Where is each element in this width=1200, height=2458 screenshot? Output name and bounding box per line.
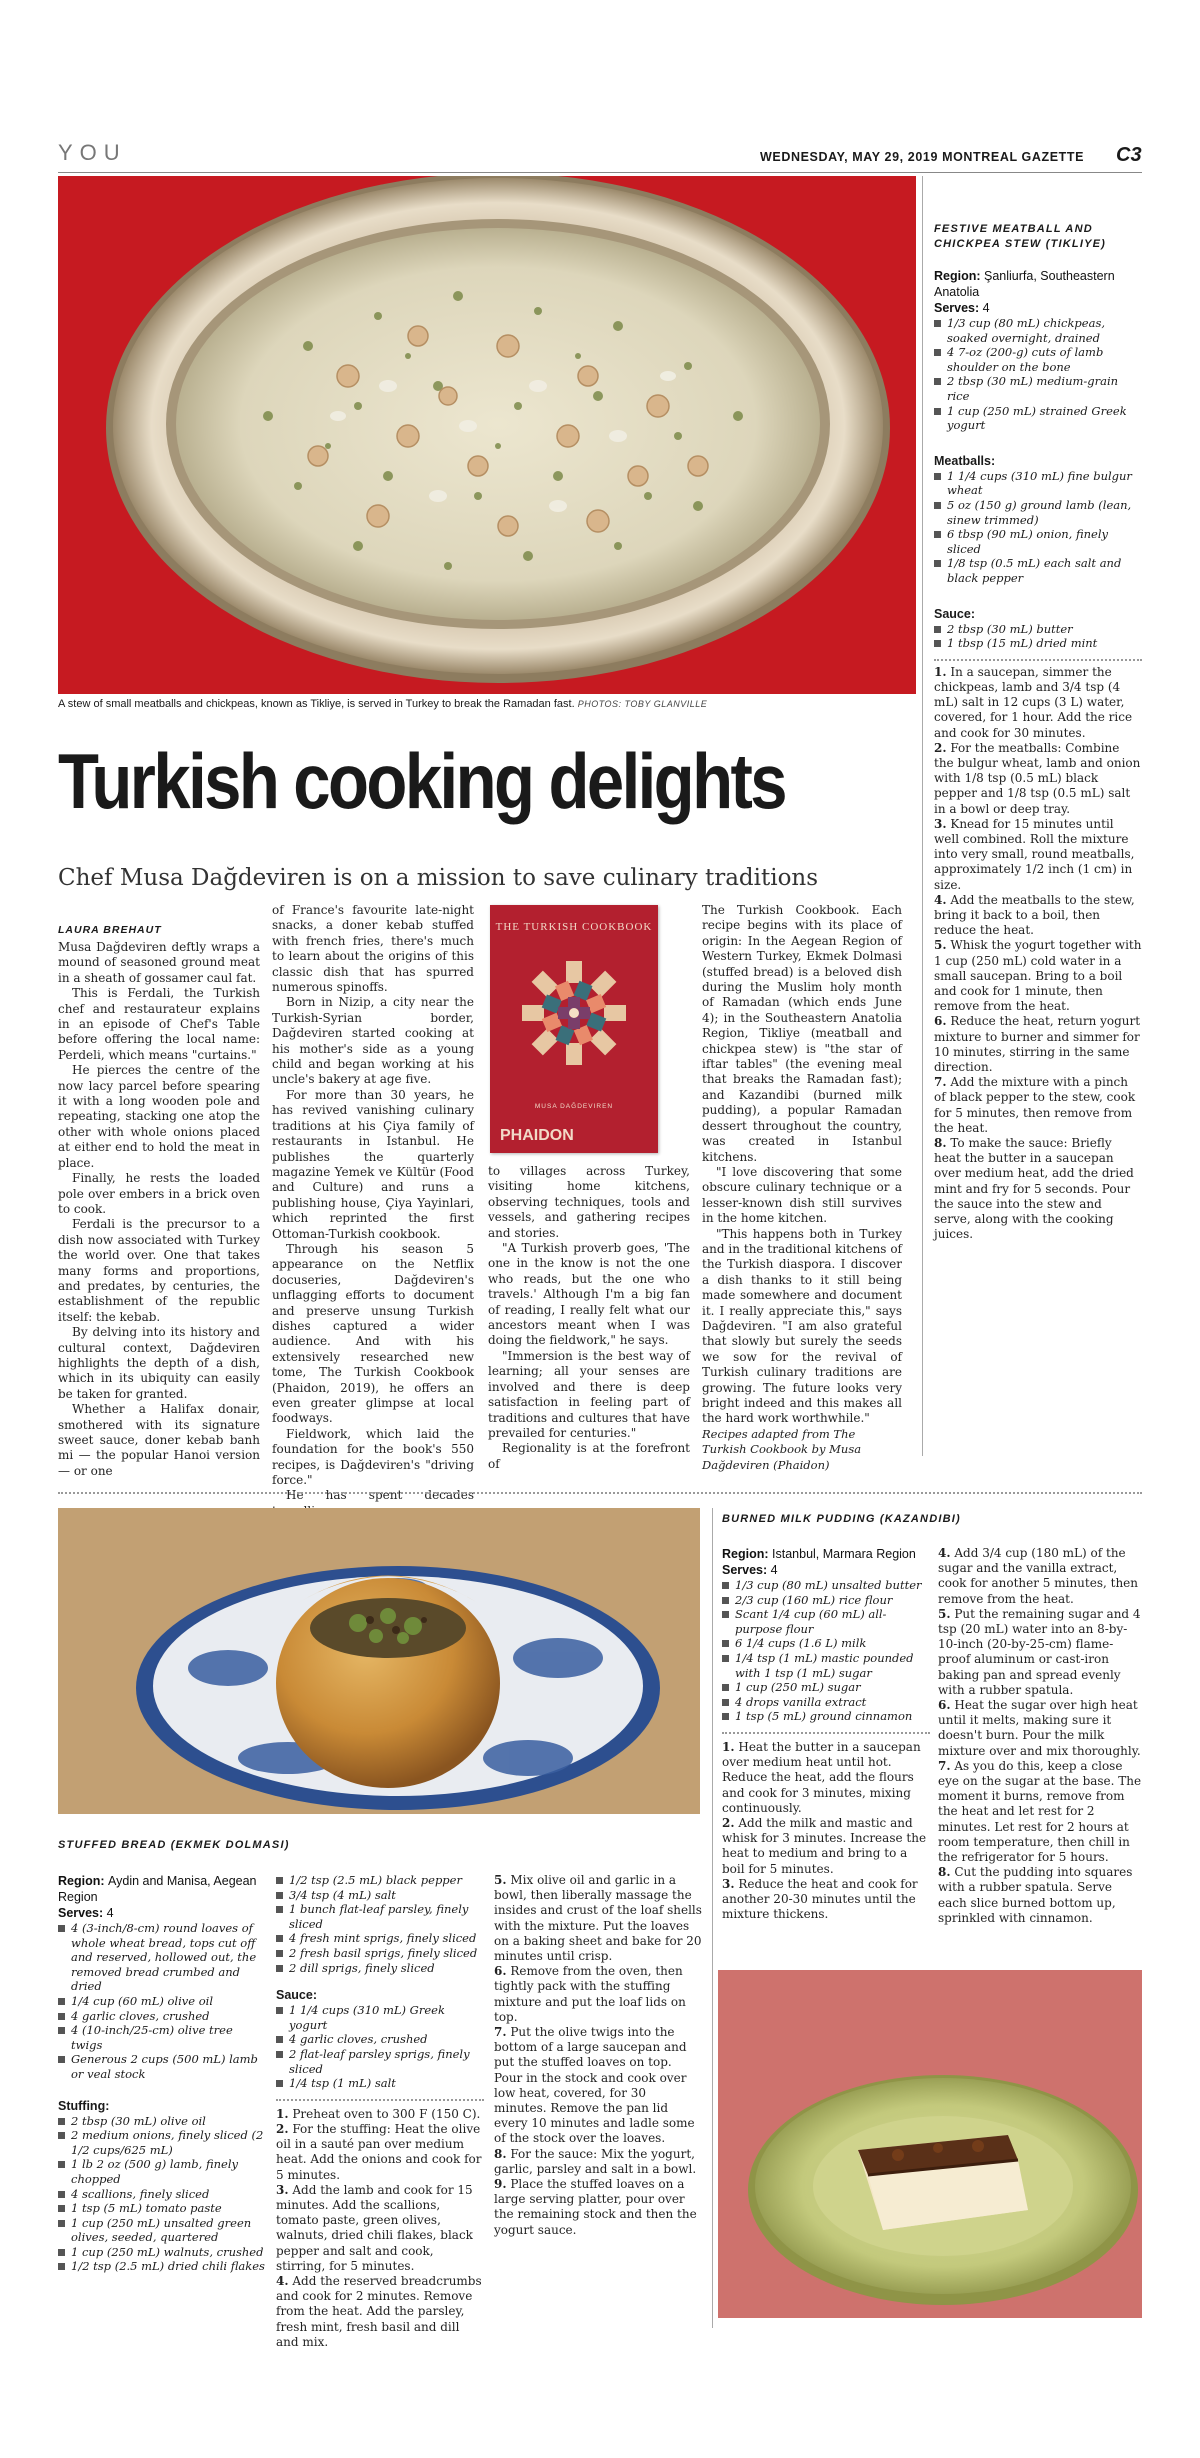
stuffing-label: Stuffing: <box>58 2098 110 2113</box>
header-rule <box>58 172 1142 173</box>
ingredient: 4 7-oz (200-g) cuts of lamb shoulder on the bone <box>934 345 1142 374</box>
ingredient: 2 medium onions, finely sliced (2 1/2 cups/625 mL) <box>58 2128 266 2157</box>
recipe-step: 4. Add the reserved breadcrumbs and cook for 2 minutes. Remove from the heat. Add the parsley, fresh mint, fresh basil and dill and mix. <box>276 2273 482 2349</box>
ingredient: 1 cup (250 mL) walnuts, crushed <box>58 2245 266 2260</box>
caption-text: A stew of small meatballs and chickpeas, known as Tikliye, is served in Turkey to break the Ramadan fast. <box>58 698 575 710</box>
paragraph: The Turkish Cookbook. Each recipe begins with its place of origin: In the Aegean Region of Western Turkey, Ekmek Dolmasi (stuffed bread) is a beloved dish during the Muslim holy month of Ramadan (which ends June 4); in the Southeastern Anatolia Region, Tikliye (meatball and chickpea stew) is "the star of iftar tables" (the evening meal that breaks the Ramadan fast); and Kazandibi (burned milk pudding), a popular Ramadan dessert throughout the country, was created in Istanbul kitchens. <box>702 903 902 1164</box>
paragraph: of France's favourite late-night snacks, a doner kebab stuffed with french fries, there's much to learn about the origins of this classic dish that has spurred numerous spinoffs. <box>272 903 474 995</box>
recipe-step: 3. Add the lamb and cook for 15 minutes. Add the scallions, tomato paste, green olives, walnuts, dried chili flakes, black pepper and salt and cook, stirring, for 5 minutes. <box>276 2182 473 2273</box>
ingredient: 1 1/4 cups (310 mL) Greek yogurt <box>276 2003 484 2032</box>
recipe-region: Region: Şanliurfa, Southeastern Anatolia <box>934 269 1115 299</box>
section-divider <box>58 1492 1142 1494</box>
ingredient: 2 flat-leaf parsley sprigs, finely sliced <box>276 2047 484 2076</box>
recipe-step: 5. Whisk the yogurt together with 1 cup (250 mL) cold water in a small saucepan. Bring to a boil and cook for 1 minute, then remove from the heat. <box>934 938 1142 1014</box>
stuffed-bread-photo <box>58 1508 700 1814</box>
paragraph: This is Ferdali, the Turkish chef and restaurateur explains in an episode of Chef's Table before offering the local name: Perdeli, which means "curtains." <box>58 986 260 1062</box>
recipe-step: 5. Put the remaining sugar and 4 tsp (20 mL) water into an 8-by-10-inch (20-by-25-cm) flame-proof aluminum or cast-iron baking pan and spread evenly with a rubber spatula. <box>938 1606 1141 1697</box>
ingredient: 1 1/4 cups (310 mL) fine bulgur wheat <box>934 469 1142 498</box>
paragraph: to villages across Turkey, visiting home kitchens, observing techniques, tools and vessels, and gathering recipes and stories. <box>488 1164 690 1240</box>
paragraph: "I love discovering that some obscure culinary technique or a lesser-known dish still survives in the home kitchen. <box>702 1164 902 1226</box>
ingredient-list <box>934 316 1142 433</box>
recipe-pudding-col-2 <box>938 1546 1142 1926</box>
dateline: WEDNESDAY, MAY 29, 2019 MONTREAL GAZETTE <box>760 150 1085 164</box>
recipe-steps <box>934 665 1142 1243</box>
ingredient: 1 bunch flat-leaf parsley, finely sliced <box>276 1902 484 1931</box>
ingredient: 3/4 tsp (4 mL) salt <box>276 1888 484 1903</box>
paragraph: For more than 30 years, he has revived vanishing culinary traditions at his Çiya family of restaurants in Istanbul. He publishes the quarterly magazine Yemek ve Kültür (Food and Culture) and runs a publishing house, Çiya Yayinlari, which reprinted the first Ottoman-Turkish cookbook. <box>272 1087 474 1241</box>
ingredient: 1 cup (250 mL) sugar <box>722 1680 930 1695</box>
recipe-region: Region: Aydin and Manisa, Aegean Region <box>58 1874 257 1904</box>
paragraph: He pierces the centre of the now lacy parcel before spearing it with a long wooden pole and repeating, stacking one atop the other with whole onions placed at either end to hold the meat in place. <box>58 1063 260 1170</box>
column-rule <box>922 176 923 1456</box>
recipe-step: 8. To make the sauce: Briefly heat the butter in a saucepan over medium heat, add the dried mint and fry for 5 seconds. Pour the sauce into the stew and serve, along with the cooking juices. <box>934 1135 1134 1242</box>
recipe-step: 7. Put the olive twigs into the bottom of a large saucepan and put the stuffed loaves on top. Pour in the stock and cook over low heat, covered, for 30 minutes. Remove the pan lid every 10 minutes and ladle some of the stock over the loaves. <box>494 2025 695 2146</box>
deck: Chef Musa Dağdeviren is on a mission to save culinary traditions <box>58 865 819 891</box>
section-name: YOU <box>58 140 127 165</box>
ingredient: 1/4 tsp (1 mL) mastic pounded with 1 tsp (1 mL) sugar <box>722 1651 930 1680</box>
ingredient: 1 cup (250 mL) strained Greek yogurt <box>934 404 1142 433</box>
ingredient: 5 oz (150 g) ground lamb (lean, sinew trimmed) <box>934 498 1142 527</box>
paragraph: "Immersion is the best way of learning; all your senses are involved and there is deep satisfaction in feeling part of traditions and cultures that have prevailed for centuries." <box>488 1348 690 1440</box>
ingredient: 1 lb 2 oz (500 g) lamb, finely chopped <box>58 2157 266 2186</box>
paragraph: Musa Dağdeviren deftly wraps a mound of seasoned ground meat in a sheath of gossamer caul fat. <box>58 940 260 985</box>
paragraph: Whether a Halifax donair, smothered with its signature sweet sauce, doner kebab banh mi — the popular Hanoi version — or one <box>58 1402 260 1478</box>
recipe-serves: Serves: 4 <box>58 1906 114 1920</box>
book-publisher: PHAIDON <box>500 1127 574 1144</box>
meatball-ingredient-list <box>934 469 1142 586</box>
article-col-2 <box>272 903 474 1519</box>
article-col-3 <box>488 1164 690 1472</box>
paragraph: Fieldwork, which laid the foundation for the book's 550 recipes, is Dağdeviren's "driving force." <box>272 1426 474 1488</box>
recipe-step: 8. For the sauce: Mix the yogurt, garlic, parsley and salt in a bowl. <box>494 2146 697 2176</box>
recipe-title: FESTIVE MEATBALL AND CHICKPEA STEW (TIKLIYE) <box>934 223 1107 250</box>
recipe-bread-col-1 <box>58 1873 266 2274</box>
recipe-divider <box>276 2099 484 2101</box>
ingredient: 6 tbsp (90 mL) onion, finely sliced <box>934 527 1142 556</box>
recipe-step: 6. Heat the sugar over high heat until it melts, making sure it doesn't burn. Pour the milk mixture over and mix thoroughly. <box>938 1698 1141 1758</box>
ingredient-list <box>58 1921 266 2082</box>
recipe-title: STUFFED BREAD (EKMEK DOLMASI) <box>58 1839 290 1851</box>
ingredient: 1/8 tsp (0.5 mL) each salt and black pepper <box>934 556 1142 585</box>
sauce-label: Sauce: <box>934 606 975 621</box>
ingredient: Scant 1/4 cup (60 mL) all-purpose flour <box>722 1607 930 1636</box>
recipe-step: 1. In a saucepan, simmer the chickpeas, lamb and 3/4 tsp (4 mL) salt in 12 cups (3 L) water, covered, for 1 hour. Add the rice and cook for 30 minutes. <box>934 664 1133 740</box>
recipe-step: 4. Add the meatballs to the stew, bring it back to a boil, then reduce the heat. <box>934 892 1135 938</box>
stuffing-ingredient-list <box>58 2114 266 2275</box>
recipe-credit-note: Recipes adapted from The Turkish Cookbook by Musa Dağdeviren (Phaidon) <box>702 1426 862 1472</box>
paragraph: Ferdali is the precursor to a dish now associated with Turkey the world over. One that takes many forms and proportions, and predates, by centuries, the establishment of the republic itself: the kebab. <box>58 1217 260 1324</box>
recipe-region: Region: Istanbul, Marmara Region <box>722 1547 916 1561</box>
paragraph: By delving into its history and cultural context, Dağdeviren highlights the depth of a dish, which in its ubiquity can easily be taken for granted. <box>58 1325 260 1401</box>
recipe-serves: Serves: 4 <box>934 301 990 315</box>
recipe-step: 1. Preheat oven to 300 F (150 C). <box>276 2106 481 2121</box>
book-author: MUSA DAĞDEVIREN <box>534 1103 614 1110</box>
recipe-step: 1. Heat the butter in a saucepan over medium heat until hot. Reduce the heat, add the flours and cook for 3 minutes, mixing continuously. <box>722 1739 921 1815</box>
page-number: C3 <box>1116 144 1142 166</box>
paragraph: Born in Nizip, a city near the Turkish-Syrian border, Dağdeviren started cooking at his mother's side as a young child and began working at his uncle's bakery at age five. <box>272 995 474 1087</box>
ingredient: 1 cup (250 mL) unsalted green olives, seeded, quartered <box>58 2216 266 2245</box>
recipe-step: 2. Add the milk and mastic and whisk for 3 minutes. Increase the heat to medium and bring to a boil for 5 minutes. <box>722 1815 927 1876</box>
sauce-label: Sauce: <box>276 1988 317 2003</box>
ingredient: 4 fresh mint sprigs, finely sliced <box>276 1931 484 1946</box>
byline: LAURA BREHAUT <box>58 924 162 936</box>
sauce-ingredient-list <box>276 2003 484 2091</box>
photo-credit: PHOTOS: TOBY GLANVILLE <box>577 699 708 709</box>
recipe-divider <box>722 1732 930 1734</box>
recipe-step: 5. Mix olive oil and garlic in a bowl, then liberally massage the insides and crust of the loaf shells with the mixture. Put the loaves on a baking sheet and bake for 20 minutes until crisp. <box>494 1873 702 1964</box>
ingredient: 4 scallions, finely sliced <box>58 2187 266 2202</box>
ingredient: 1/4 tsp (1 mL) salt <box>276 2076 484 2091</box>
book-star-pattern <box>514 953 634 1073</box>
recipe-step: 4. Add 3/4 cup (180 mL) of the sugar and the vanilla extract, cook for another 5 minutes, then remove from the heat. <box>938 1546 1138 1606</box>
ingredient-list <box>722 1578 930 1724</box>
paragraph: "A Turkish proverb goes, 'The one in the know is not the one who reads, but the one who travels.' Although I'm a big fan of reading, I really felt what our ancestors meant when I was doing the fieldwork," he says. <box>488 1241 690 1348</box>
ingredient: 2 tbsp (30 mL) butter <box>934 622 1142 637</box>
meatballs-label: Meatballs: <box>934 453 996 468</box>
paragraph: He has spent decades <box>286 1488 474 1503</box>
ingredient: 1 tsp (5 mL) ground cinnamon <box>722 1709 930 1724</box>
ingredient: Generous 2 cups (500 mL) lamb or veal stock <box>58 2052 266 2081</box>
recipe-tikliye <box>934 222 1142 1242</box>
recipe-step: 6. Remove from the oven, then tightly pack with the stuffing mixture and put the loaf lids on top. <box>494 1964 686 2024</box>
sauce-ingredient-list <box>934 622 1142 651</box>
recipe-step: 2. For the stuffing: Heat the olive oil in a sauté pan over medium heat. Add the onions and cook for 5 minutes. <box>276 2121 482 2182</box>
kazandibi-photo <box>718 1970 1142 2318</box>
ingredient: 2 dill sprigs, finely sliced <box>276 1961 484 1976</box>
ingredient: 2/3 cup (160 mL) rice flour <box>722 1593 930 1608</box>
paragraph: Through his season 5 appearance on the Netflix docuseries, Dağdeviren's unflagging efforts to document and preserve unsung Turkish dishes captured a wider audience. And with his extensively researched new tome, The Turkish Cookbook (Phaidon, 2019), he offers an even greater glimpse at local foodways. <box>272 1241 474 1426</box>
ingredient: 1/3 cup (80 mL) unsalted butter <box>722 1578 930 1593</box>
recipe-step: 2. For the meatballs: Combine the bulgur wheat, lamb and onion with 1/8 tsp (0.5 mL) black pepper and 1/8 tsp (0.5 mL) salt in a bowl or deep tray. <box>934 740 1141 816</box>
ingredient: 4 (10-inch/25-cm) olive tree twigs <box>58 2023 266 2052</box>
paragraph: "This happens both in Turkey and in the traditional kitchens of the Turkish diaspora. I discover a dish thanks to it still being made somewhere and document it. I really appreciate this," says Dağdeviren. "I am also grateful that slowly but surely the seeds we sow for the revival of Turkish culinary traditions are growing. The future looks very bright indeed and this makes all the hard work worthwhile." <box>702 1226 902 1426</box>
recipe-pudding-col-1 <box>722 1546 930 1922</box>
recipe-steps <box>276 2107 484 2350</box>
main-photo-caption <box>58 697 707 711</box>
recipe-steps <box>722 1740 930 1922</box>
ingredient: 1/3 cup (80 mL) chickpeas, soaked overnight, drained <box>934 316 1142 345</box>
recipe-step: 7. Add the mixture with a pinch of black pepper to the stew, cook for 5 minutes, then remove from the heat. <box>934 1075 1136 1135</box>
ingredient: 4 drops vanilla extract <box>722 1695 930 1710</box>
book-cover <box>490 905 658 1153</box>
headline: Turkish cooking delights <box>58 737 785 825</box>
ingredient: 4 garlic cloves, crushed <box>276 2032 484 2047</box>
recipe-step: 7. As you do this, keep a close eye on the sugar at the base. The moment it burns, remove from the heat and let rest for 2 minutes. Let rest for 2 hours at room temperature, then chill in the refrigerator for 5 hours. <box>938 1758 1142 1865</box>
book-title: THE TURKISH COOKBOOK <box>495 921 653 933</box>
recipe-bread-col-3 <box>494 1873 702 2238</box>
ingredient: 2 tbsp (30 mL) olive oil <box>58 2114 266 2129</box>
paragraph: Finally, he rests the loaded pole over embers in a brick oven to cook. <box>58 1171 260 1216</box>
recipe-step: 3. Knead for 15 minutes until well combined. Roll the mixture into very small, round meatballs, approximately 1/2 inch (1 cm) in size. <box>934 816 1135 892</box>
ingredient: 4 garlic cloves, crushed <box>58 2009 266 2024</box>
tikliye-photo <box>58 176 916 694</box>
recipe-bread-col-2 <box>276 1873 484 2350</box>
paragraph: Regionality is at the forefront of <box>488 1441 690 1471</box>
recipe-step: 8. Cut the pudding into squares with a rubber spatula. Serve each slice burned bottom up, sprinkled with cinnamon. <box>938 1865 1133 1925</box>
stuffing-ingredient-list-cont <box>276 1873 484 1975</box>
ingredient: 1 tsp (5 mL) tomato paste <box>58 2201 266 2216</box>
ingredient: 1/4 cup (60 mL) olive oil <box>58 1994 266 2009</box>
recipe-step: 6. Reduce the heat, return yogurt mixture to burner and simmer for 10 minutes, stirring in the same direction. <box>934 1014 1141 1074</box>
ingredient: 4 (3-inch/8-cm) round loaves of whole wheat bread, tops cut off and reserved, hollowed out, the removed bread crumbed and dried <box>58 1921 266 1994</box>
ingredient: 2 fresh basil sprigs, finely sliced <box>276 1946 484 1961</box>
recipe-step: 3. Reduce the heat and cook for another 20-30 minutes until the mixture thickens. <box>722 1876 918 1922</box>
ingredient: 1 tbsp (15 mL) dried mint <box>934 636 1142 651</box>
recipe-divider <box>934 659 1142 661</box>
column-rule <box>712 1508 713 2328</box>
ingredient: 2 tbsp (30 mL) medium-grain rice <box>934 374 1142 403</box>
ingredient: 6 1/4 cups (1.6 L) milk <box>722 1636 930 1651</box>
article-col-1 <box>58 940 260 1479</box>
ingredient: 1/2 tsp (2.5 mL) dried chili flakes <box>58 2259 266 2274</box>
recipe-title: BURNED MILK PUDDING (KAZANDIBI) <box>722 1513 961 1525</box>
article-col-4 <box>702 903 902 1473</box>
recipe-step: 9. Place the stuffed loaves on a large serving platter, pour over the remaining stock and then the yogurt sauce. <box>494 2177 697 2237</box>
recipe-serves: Serves: 4 <box>722 1563 778 1577</box>
ingredient: 1/2 tsp (2.5 mL) black pepper <box>276 1873 484 1888</box>
